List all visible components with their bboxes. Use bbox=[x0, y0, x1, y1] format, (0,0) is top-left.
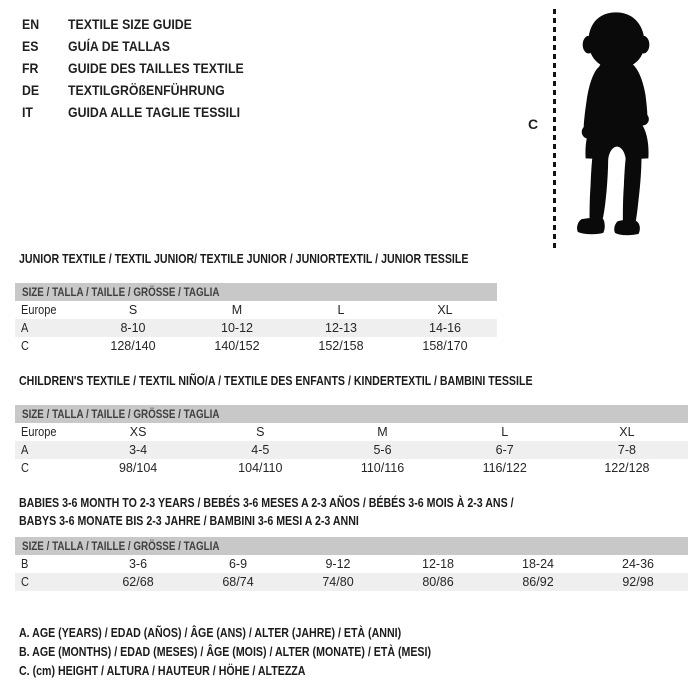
section-title: BABIES 3-6 MONTH TO 2-3 YEARS / BEBÉS 3-6 MESES A 2-3 AÑOS / BÉBÉS 3-6 MOIS À 2-3 ANS / BABYS 3-6 MONATE BIS 2-3 JAHRE / BAMBINI 3-6 MESI A 2-3 ANNI bbox=[19, 496, 514, 528]
legend-line-b: B. AGE (MONTHS) / EDAD (MESES) / ÂGE (MOIS) / ALTER (MONATE) / ETÀ (MESI) bbox=[19, 645, 432, 659]
language-code: DE bbox=[22, 82, 40, 98]
language-title: GUIDE DES TAILLES TEXTILE bbox=[68, 60, 244, 76]
section-childrens-textile bbox=[15, 372, 688, 477]
language-title-list bbox=[22, 13, 268, 123]
table-cell: 10-12 bbox=[221, 321, 253, 335]
table-cell: 68/74 bbox=[222, 575, 254, 589]
table-cell: 9-12 bbox=[325, 557, 351, 571]
row-label: C bbox=[21, 339, 29, 353]
height-measure-line bbox=[553, 9, 556, 248]
table-cell: 14-16 bbox=[429, 321, 461, 335]
table-row bbox=[15, 441, 688, 459]
table-cell: XL bbox=[437, 303, 453, 317]
table-cell: 3-6 bbox=[128, 557, 148, 571]
size-header-bar: SIZE / TALLA / TAILLE / GRÖSSE / TAGLIA bbox=[15, 283, 497, 301]
language-row bbox=[22, 35, 268, 57]
table-cell: 4-5 bbox=[251, 443, 270, 457]
section-title: CHILDREN'S TEXTILE / TEXTIL NIÑO/A / TEXTILE DES ENFANTS / KINDERTEXTIL / BAMBINI TESSILE bbox=[19, 374, 533, 388]
table-cell: 6-9 bbox=[228, 557, 248, 571]
table-cell: 24-36 bbox=[622, 557, 654, 571]
table-cell: 5-6 bbox=[373, 443, 392, 457]
table-cell: 6-7 bbox=[495, 443, 514, 457]
table-cell: 104/110 bbox=[238, 461, 283, 475]
language-row bbox=[22, 57, 268, 79]
table-cell: 12-18 bbox=[422, 557, 454, 571]
language-row bbox=[22, 79, 268, 101]
baby-silhouette-icon bbox=[568, 8, 666, 248]
language-code: IT bbox=[22, 104, 33, 120]
row-label: A bbox=[21, 321, 29, 335]
table-cell: 98/104 bbox=[118, 461, 158, 475]
measure-legend bbox=[19, 624, 688, 681]
table-cell: 74/80 bbox=[322, 575, 354, 589]
table-cell: 12-13 bbox=[325, 321, 357, 335]
table-row bbox=[15, 555, 688, 573]
table-cell: 86/92 bbox=[522, 575, 554, 589]
size-header-bar: SIZE / TALLA / TAILLE / GRÖSSE / TAGLIA bbox=[15, 537, 688, 555]
table-row bbox=[15, 301, 497, 319]
table-cell: M bbox=[231, 303, 243, 317]
table-cell: 92/98 bbox=[622, 575, 654, 589]
height-measure-label: C bbox=[528, 116, 539, 132]
language-title: TEXTILE SIZE GUIDE bbox=[68, 16, 192, 32]
table-cell: 152/158 bbox=[318, 339, 364, 353]
legend-line-c: C. (cm) HEIGHT / ALTURA / HAUTEUR / HÖHE / ALTEZZA bbox=[19, 664, 306, 678]
table-cell: 122/128 bbox=[604, 461, 650, 475]
table-cell: S bbox=[128, 303, 138, 317]
table-cell: M bbox=[377, 425, 388, 439]
size-header-bar: SIZE / TALLA / TAILLE / GRÖSSE / TAGLIA bbox=[15, 405, 688, 423]
row-label: Europe bbox=[21, 425, 57, 439]
table-cell: 140/152 bbox=[214, 339, 260, 353]
size-tables bbox=[15, 250, 688, 681]
table-cell: L bbox=[337, 303, 345, 317]
table-cell: 128/140 bbox=[110, 339, 156, 353]
table-row bbox=[15, 319, 497, 337]
section-babies-textile bbox=[15, 494, 688, 591]
table-cell: 7-8 bbox=[617, 443, 636, 457]
table-cell: 158/170 bbox=[422, 339, 468, 353]
table-cell: XS bbox=[129, 425, 147, 439]
language-row bbox=[22, 101, 268, 123]
section-junior-textile bbox=[15, 250, 688, 355]
language-code: EN bbox=[22, 16, 40, 32]
language-title: GUIDA ALLE TAGLIE TESSILI bbox=[68, 104, 241, 120]
table-row bbox=[15, 459, 688, 477]
table-row bbox=[15, 337, 497, 355]
table-cell: L bbox=[501, 425, 509, 439]
language-title: GUÍA DE TALLAS bbox=[68, 38, 170, 54]
table-cell: S bbox=[256, 425, 265, 439]
language-title: TEXTILGRÖßENFÜHRUNG bbox=[68, 82, 225, 98]
table-row bbox=[15, 573, 688, 591]
baby-height-figure bbox=[525, 6, 690, 252]
row-label: C bbox=[21, 575, 29, 589]
row-label: Europe bbox=[21, 303, 57, 317]
row-label: B bbox=[21, 557, 29, 571]
section-title: JUNIOR TEXTILE / TEXTIL JUNIOR/ TEXTILE JUNIOR / JUNIORTEXTIL / JUNIOR TESSILE bbox=[19, 252, 469, 266]
table-row bbox=[15, 423, 688, 441]
table-cell: 80/86 bbox=[422, 575, 454, 589]
legend-line-a: A. AGE (YEARS) / EDAD (AÑOS) / ÂGE (ANS) / ALTER (JAHRE) / ETÀ (ANNI) bbox=[19, 626, 402, 640]
row-label: C bbox=[21, 461, 29, 475]
table-cell: 110/116 bbox=[360, 461, 405, 475]
table-cell: 8-10 bbox=[120, 321, 146, 335]
table-cell: 62/68 bbox=[122, 575, 154, 589]
language-code: FR bbox=[22, 60, 39, 76]
row-label: A bbox=[21, 443, 29, 457]
table-cell: XL bbox=[619, 425, 635, 439]
table-cell: 18-24 bbox=[522, 557, 554, 571]
table-cell: 3-4 bbox=[129, 443, 148, 457]
language-row bbox=[22, 13, 268, 35]
table-cell: 116/122 bbox=[482, 461, 527, 475]
language-code: ES bbox=[22, 38, 39, 54]
